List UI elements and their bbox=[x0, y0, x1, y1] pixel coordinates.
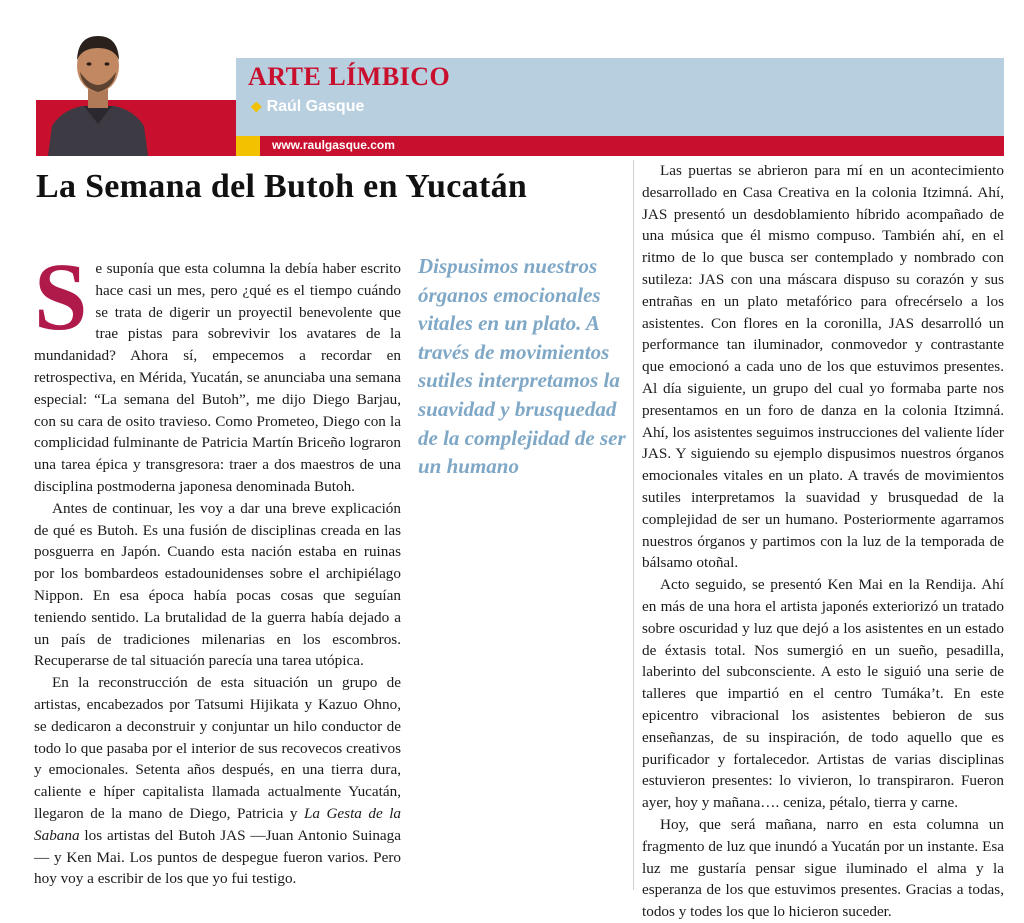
paragraph-1 bbox=[34, 243, 401, 498]
article-column-right bbox=[642, 160, 1004, 923]
column-title: ARTE LÍMBICO bbox=[248, 62, 451, 91]
paragraph-3 bbox=[34, 672, 401, 890]
diamond-icon: ❖ bbox=[250, 98, 263, 115]
author-name: Raúl Gasque bbox=[266, 98, 365, 115]
article-headline: La Semana del Butoh en Yucatán bbox=[36, 168, 528, 205]
pull-quote: Dispusimos nuestros órganos emocionales vitales en un plato. A través de movimientos sutiles interpretamos la suavidad y brusquedad de la complejidad de ser un humano bbox=[418, 254, 626, 479]
book-title: La Gesta de la Sabana bbox=[34, 804, 402, 844]
paragraph-4: Las puertas se abrieron para mí en un acontecimiento desarrollado en Casa Creativa en la colonia Itzimná. Ahí, JAS presentó un desdoblamiento híbrido acompañado de una música que él mismo compuso. También ahí, en el ritmo de lo que busca ser contemplado y nombrado con sutileza: JAS con una máscara dispuso su corazón y sus entrañas en un plato metafórico para ofrecérselo a los asistentes. Con flores en la coronilla, JAS desarrolló un performance tan iluminador, conmovedor y contrastante que emocionó a cada uno de los que estuvimos presentes. Al día siguiente, un grupo del cual yo formaba parte nos presentamos en un foro de danza en la colonia Itzimná. Ahí, los asistentes seguimos instrucciones del valiente líder JAS. Y siguiendo su ejemplo dispusimos nuestros órganos emocionales vitales en un plato. A través de movimientos sutiles interpretamos la suavidad y brusquedad de la complejidad de ser un humano. Posteriormente agarramos nuestros órganos y partimos con la luz de la temporada de bálsamo otoñal. bbox=[642, 162, 1004, 572]
paragraph-2: Antes de continuar, les voy a dar una breve explicación de qué es Butoh. Es una fusión de disciplinas creada en las posguerra en Japón. Cuando esta nación estaba en ruinas por los bombardeos estadounidenses sobre el archipiélago Nippon. En esa época había pocas cosas que seguían teniendo sentido. La brutalidad de la guerra había dejado a un país de tradiciones milenarias en los escombros. Recuperarse de tal situación parecía una tarea utópica. bbox=[34, 499, 401, 670]
paragraph-3-text-a: En la reconstrucción de esta situación un grupo de artistas, encabezados por Tatsumi Hijikata y Kazuo Ohno, se dedicaron a deconstruir y conjuntar un hilo conductor de todo lo que pasaba por el interior de sus recovecos creativos y emocionales. Setenta años después, en una tierra dura, caliente e híper capitalista llamada actualmente Yucatán, llegaron de la mano de Diego, Patricia y bbox=[34, 674, 401, 822]
article-column-left bbox=[34, 243, 402, 890]
column-divider bbox=[633, 160, 634, 890]
drop-cap: S bbox=[34, 243, 88, 350]
column-header bbox=[0, 0, 1024, 160]
author-website: www.raulgasque.com bbox=[272, 138, 395, 152]
author-portrait bbox=[38, 14, 158, 156]
author-byline bbox=[250, 98, 364, 116]
paragraph-6: Hoy, que será mañana, narro en esta columna un fragmento de luz que inundó a Yucatán por un instante. Esa luz me gustaría pensar sigue iluminado el alma y la esperanza de los que estuvimos presentes. Gracias a todas, todos y todes los que lo hicieron suceder. bbox=[642, 815, 1004, 921]
paragraph-1-text: e suponía que esta columna la debía haber escrito hace casi un mes, pero ¿qué es el tiempo cuándo se trata de digerir un proyectil benevolente que trae pistas para sobrevivir los avatares de la mundanidad? Ahora sí, empecemos a recordar en retrospectiva, en Mérida, Yucatán, se anunciaba una semana especial: “La semana del Butoh”, me dijo Diego Barjau, con su cara de osito travieso. Como Prometeo, Diego con la complicidad fulminante de Patricia Martín Briceño lograron una tarea épica y transgresora: traer a dos maestros de una disciplina postmoderna japonesa denominada Butoh. bbox=[34, 260, 401, 495]
header-yellow-accent bbox=[236, 136, 260, 156]
paragraph-3-text-b: los artistas del Butoh JAS —Juan Antonio Suinaga— y Ken Mai. Los puntos de despegue fueron varios. Pero hoy voy a escribir de los que yo fui testigo. bbox=[34, 826, 402, 888]
paragraph-5: Acto seguido, se presentó Ken Mai en la Rendija. Ahí en más de una hora el artista japonés exteriorizó un tratado sobre oscuridad y luz que dejó a los asistentes en un estado de éxtasis total. Nos sumergió en un sueño, pesadilla, laberinto del subconsciente. A esto le siguió una serie de talleres que impartió en el centro Tumáka’t. En este epicentro vibracional los asistentes bebieron de sus enseñanzas, de su inspiración, de todo aquello que es purificador y fortalecedor. Artistas de varias disciplinas estuvieron presentes: lo vivieron, lo transpiraron. Fueron ayer, hoy y mañana…. ceniza, pétalo, tierra y carne. bbox=[642, 576, 1004, 812]
